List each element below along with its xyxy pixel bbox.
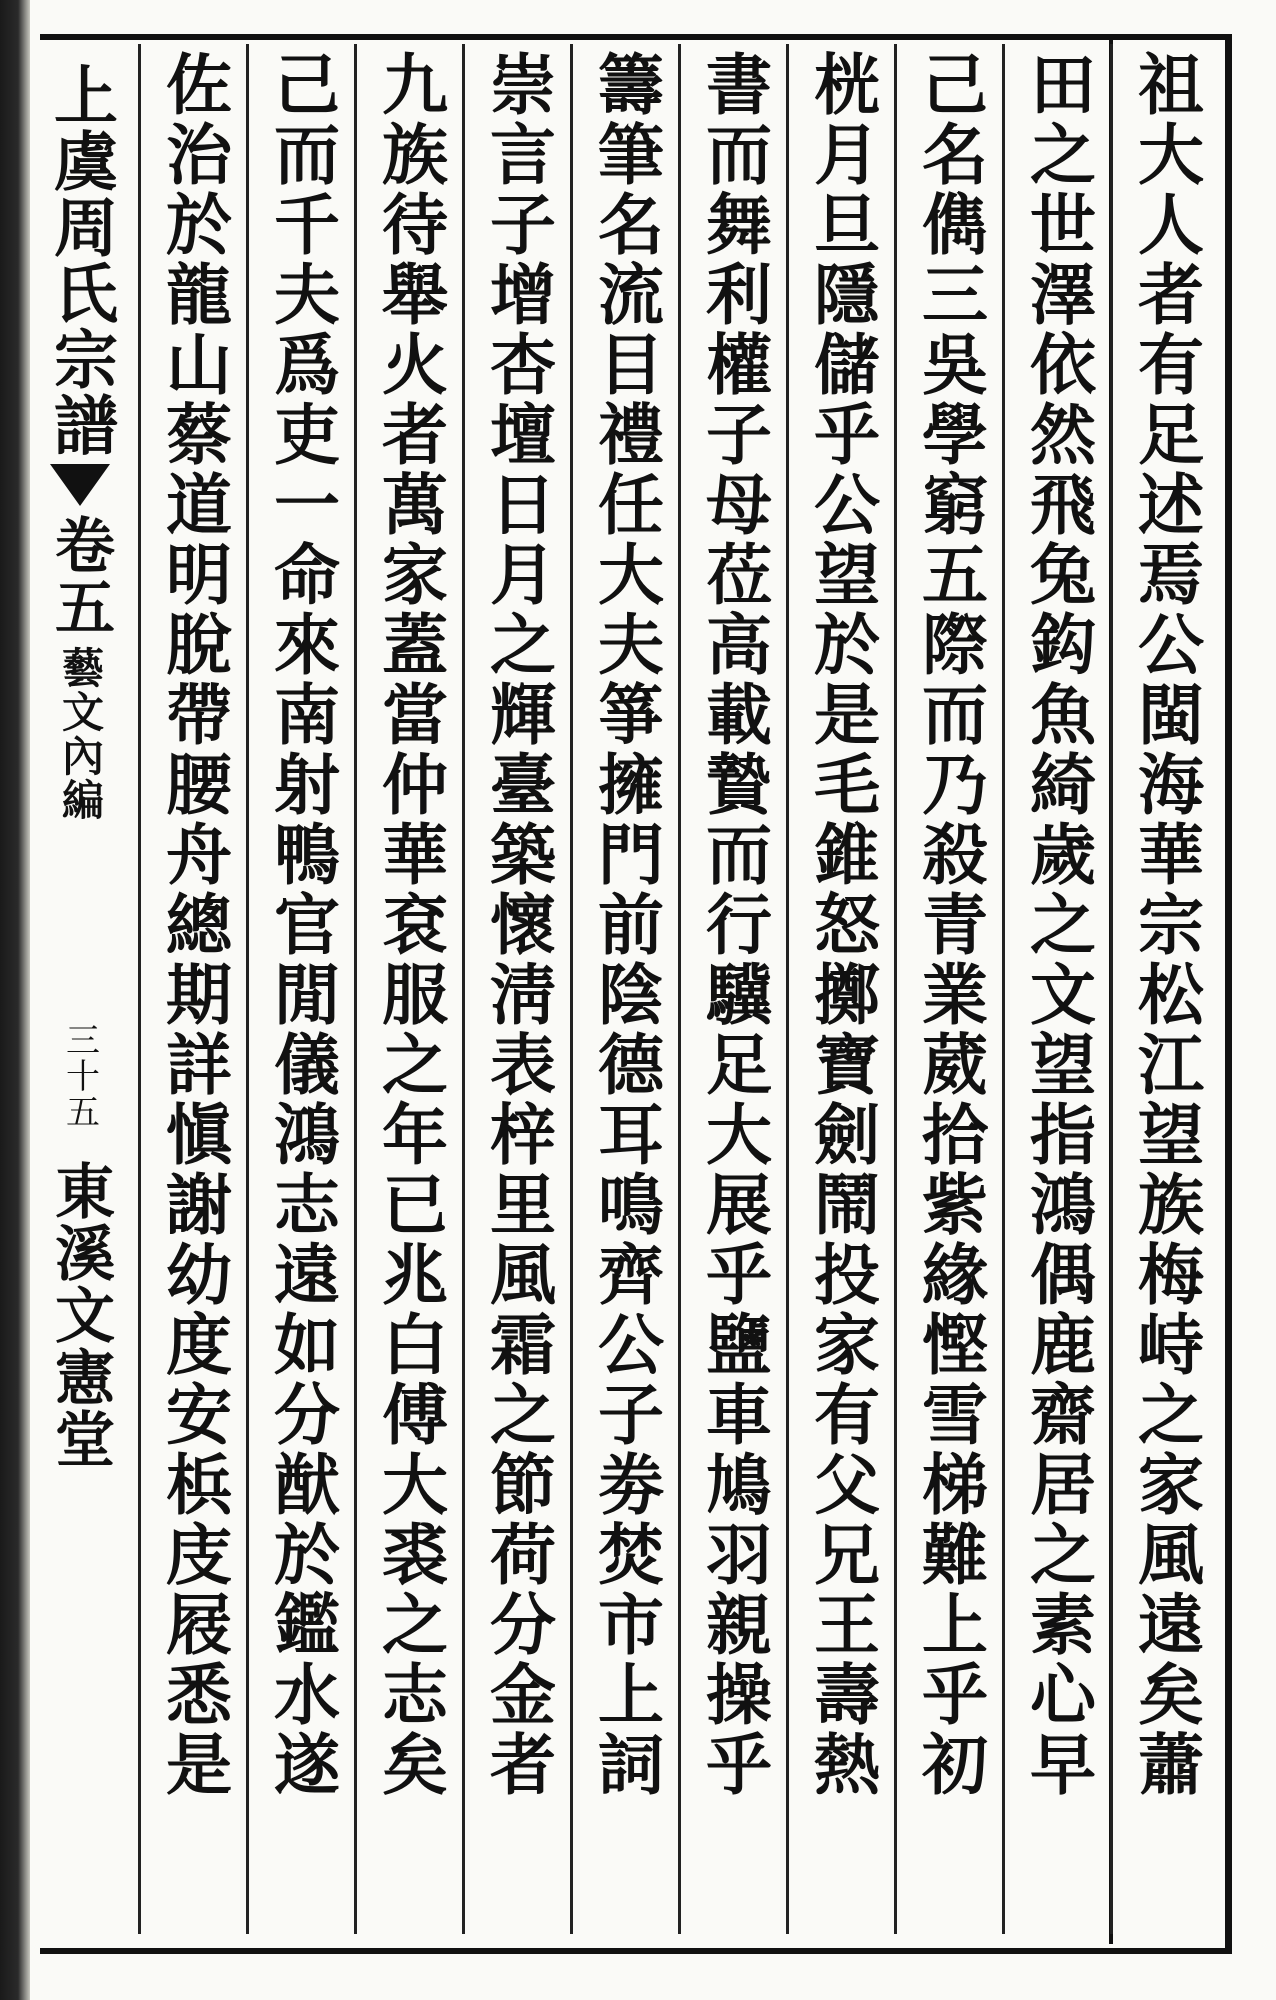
column-text: 桄月旦隱儲乎公望於是毛錐怒擲寶劍鬧投家有父兄王壽熱 — [802, 50, 881, 1800]
text-column-4 — [786, 44, 894, 1934]
text-column-8 — [354, 44, 462, 1934]
column-text: 崇言子增杏壇日月之輝臺築懷淸表梓里風霜之節荷分金者 — [478, 50, 557, 1800]
genealogy-title: 上虞周氏宗譜 — [43, 62, 118, 458]
text-column-1 — [1110, 44, 1218, 1934]
column-text: 祖大人者有足述焉公閩海華宗松江望族梅峙之家風遠矣蕭 — [1126, 50, 1205, 1800]
hall-name: 東溪文憲堂 — [45, 1160, 115, 1470]
text-column-3 — [894, 44, 1002, 1934]
section-label: 藝文內編 — [56, 646, 105, 822]
text-column-6 — [570, 44, 678, 1934]
column-text: 己而千夫爲吏一命來南射鴨官閒儀鴻志遠如分猷於鑑水遂 — [262, 50, 341, 1800]
column-text: 己名儁三吳學窮五際而乃殺青業葳拾紫緣慳雪梯難上乎初 — [910, 50, 989, 1800]
fish-tail-mark — [50, 464, 110, 506]
text-column-9 — [246, 44, 354, 1934]
column-text: 書而舞利權子母莅高載贄而行驥足大展乎鹽車鳩羽親操乎 — [694, 50, 773, 1800]
page-number: 三十五 — [59, 1022, 100, 1130]
column-text: 九族待舉火者萬家蓋當仲華袞服之年已兆白傅大裘之志矣 — [370, 50, 449, 1800]
page-banner — [30, 44, 130, 1934]
volume-label: 卷五 — [45, 514, 115, 638]
text-column-5 — [678, 44, 786, 1934]
column-text: 佐治於龍山蔡道明脫帶腰舟總期詳愼謝幼度安梹庋屐悉是 — [154, 50, 233, 1800]
text-column-7 — [462, 44, 570, 1934]
column-text: 田之世澤依然飛兔鈎魚綺歲之文望指鴻偶鹿齋居之素心早 — [1018, 50, 1097, 1800]
column-text: 籌筆名流目禮任大夫箏擁門前陰德耳鳴齊公子劵焚市上詞 — [586, 50, 665, 1800]
scan-edge — [0, 0, 30, 2000]
text-column-10 — [138, 44, 246, 1934]
text-column-2 — [1002, 44, 1110, 1934]
